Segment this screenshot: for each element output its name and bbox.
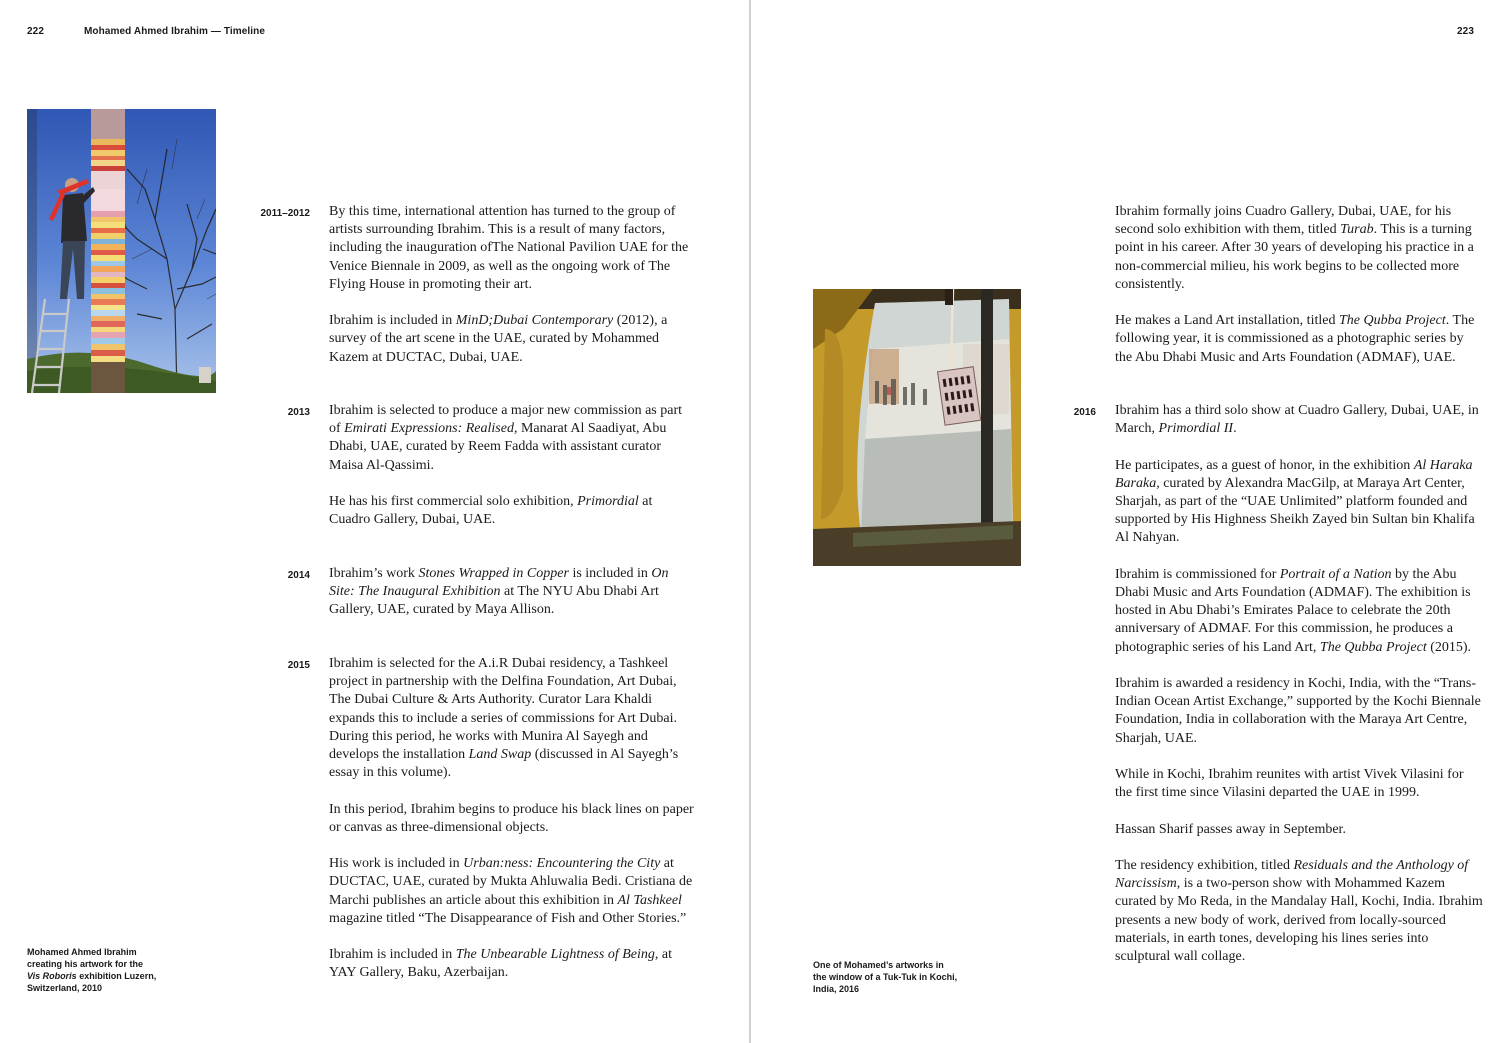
text-run: Ibrahim’s work bbox=[329, 566, 419, 581]
text-run: Ibrahim is awarded a residency in Kochi, India, with the “Trans-Indian Ocean Artist Exchange,” supported by the Kochi Biennale Foundation, India in collaboration with the Maraya Art Centre, Sharjah, UAE. bbox=[1115, 676, 1481, 746]
text-run: He has his first commercial solo exhibition, bbox=[329, 494, 578, 509]
work-title: Residuals and the Anthology of Narcissism bbox=[1115, 857, 1469, 892]
text-run: (discussed in Al Sayegh’s essay in this volume). bbox=[329, 747, 679, 781]
tuk-tuk-window-photo bbox=[813, 289, 1021, 566]
caption-line: creating his artwork for the bbox=[27, 959, 144, 969]
entry-paragraph bbox=[329, 402, 697, 475]
caption-line: the window of a Tuk-Tuk in Kochi, bbox=[813, 972, 958, 982]
entry-paragraph bbox=[1115, 457, 1483, 548]
entry-paragraph bbox=[329, 946, 697, 982]
timeline-entry bbox=[329, 655, 697, 1001]
timeline-entry bbox=[1115, 203, 1483, 385]
entry-paragraph bbox=[329, 855, 697, 928]
text-run: , curated by Alexandra MacGilp, at Maraya Art Center, Sharjah, as part of the “UAE Unlimited” platform founded and supported by His Highness Sheikh Zayed bin Sultan bin Khalifa Al Nahyan. bbox=[1115, 475, 1475, 546]
caption-line: Switzerland, 2010 bbox=[27, 983, 103, 993]
text-run: By this time, international attention has turned to the group of artists surrounding Ibrahim. This is a result of many factors, including the inauguration ofThe National Pavilion UAE for the Venice Biennale in 2009, as well as the ongoing work of The Flying House in promoting their art. bbox=[329, 204, 689, 292]
entry-paragraph bbox=[1115, 566, 1483, 657]
entry-paragraph bbox=[1115, 203, 1483, 294]
year-label: 2015 bbox=[287, 660, 310, 671]
text-run: , is a two-person show with Mohammed Kazem curated by Mo Reda, in the Mandalay Hall, Kochi, India. Ibrahim presents a new body of work, derived from locally-sourced materials, in earth tones, developing his lines series into sculptural wall collage. bbox=[1115, 876, 1483, 964]
page-number-right: 223 bbox=[1457, 26, 1474, 37]
caption-line-rest: exhibition Luzern, bbox=[76, 971, 157, 981]
text-run: (2012), a survey of the art scene in the UAE, curated by Mohammed Kazem at DUCTAC, Dubai, UAE. bbox=[329, 313, 668, 365]
text-run: Ibrahim is selected to produce a major new commission as part of bbox=[329, 403, 683, 437]
text-run: In this period, Ibrahim begins to produce his black lines on paper or canvas as three-dimensional objects. bbox=[329, 801, 694, 835]
text-run: magazine titled “The Disappearance of Fish and Other Stories.” bbox=[329, 910, 687, 926]
year-label: 2013 bbox=[287, 407, 310, 418]
entry-paragraph bbox=[329, 801, 697, 837]
work-title: Primordial II bbox=[1158, 421, 1234, 437]
timeline-entry bbox=[329, 565, 697, 638]
tree-wrapping-photo bbox=[27, 109, 216, 393]
work-title: Turab bbox=[1340, 222, 1374, 238]
entry-paragraph bbox=[1115, 857, 1483, 966]
entry-paragraph bbox=[1115, 821, 1483, 839]
text-run: at The NYU Abu Dhabi Art Gallery, UAE, curated by Maya Allison. bbox=[329, 584, 659, 618]
text-run: (2015). bbox=[1426, 639, 1472, 655]
text-run: He participates, as a guest of honor, in the exhibition bbox=[1115, 457, 1414, 473]
caption-line bbox=[27, 970, 187, 982]
right-page bbox=[751, 0, 1500, 1043]
work-title: Emirati Expressions: Realised bbox=[344, 421, 514, 437]
text-run: Ibrahim formally joins Cuadro Gallery, Dubai, UAE, for his second solo exhibition with them, titled bbox=[1115, 204, 1452, 238]
work-title: The Qubba Project bbox=[1338, 313, 1446, 329]
text-run: . This is a turning point in his career. After 30 years of developing his practice in a non-commercial milieu, his work begins to be collected more consistently. bbox=[1115, 222, 1474, 292]
text-run: , at YAY Gallery, Baku, Azerbaijan. bbox=[329, 947, 672, 981]
work-title: On Site: The Inaugural Exhibition bbox=[329, 566, 669, 600]
text-run: Ibrahim is selected for the A.i.R Dubai residency, a Tashkeel project in partnership with the Delfina Foundation, Art Dubai, The Dubai Culture & Arts Authority. Curator Lara Khaldi expands this to include a series of commissions for Art Dubai. During this period, he works with Munira Al Sayegh and develops the installation bbox=[329, 656, 677, 763]
entry-paragraph bbox=[1115, 766, 1483, 802]
timeline-entry bbox=[329, 402, 697, 548]
caption-line: One of Mohamed’s artworks in bbox=[813, 960, 944, 970]
entry-paragraph bbox=[329, 655, 697, 782]
text-run: He makes a Land Art installation, titled bbox=[1115, 313, 1339, 329]
year-label: 2016 bbox=[1073, 407, 1096, 418]
entry-paragraph bbox=[329, 312, 697, 367]
entry-paragraph bbox=[1115, 675, 1483, 748]
text-run: Ibrahim is included in bbox=[329, 313, 456, 329]
work-title: Urban:ness: Encountering the City bbox=[463, 856, 661, 872]
text-run: . bbox=[1233, 421, 1237, 437]
text-run: . The following year, it is commissioned as a photographic series by the Abu Dhabi Music and Arts Foundation (ADMAF), UAE. bbox=[1115, 313, 1475, 365]
text-run: , Manarat Al Saadiyat, Abu Dhabi, UAE, curated by Reem Fadda with assistant curator Maisa Al-Qassimi. bbox=[329, 421, 667, 473]
text-run: The residency exhibition, titled bbox=[1115, 857, 1294, 873]
entry-paragraph bbox=[329, 565, 697, 620]
entry-paragraph bbox=[329, 203, 697, 294]
text-run: at DUCTAC, UAE, curated by Mukta Ahluwalia Bedi. Cristiana de Marchi publishes an article about this exhibition in bbox=[329, 856, 693, 908]
text-run: by the Abu Dhabi Music and Arts Foundation (ADMAF). The exhibition is hosted in Abu Dhabi’s Emirates Palace to celebrate the 20th anniversary of ADMAF. For this commission, he produces a photographic series of his Land Art, bbox=[1115, 566, 1471, 655]
entry-paragraph bbox=[1115, 402, 1483, 438]
left-page bbox=[0, 0, 749, 1043]
caption-line: Mohamed Ahmed Ibrahim bbox=[27, 947, 137, 957]
work-title: Primordial bbox=[577, 494, 639, 509]
page-number-left: 222 bbox=[27, 26, 44, 37]
work-title: Portrait of a Nation bbox=[1279, 566, 1392, 582]
work-title: The Qubba Project bbox=[1319, 639, 1427, 655]
running-title: Mohamed Ahmed Ibrahim — Timeline bbox=[84, 26, 266, 37]
work-title: Al Haraka Baraka bbox=[1115, 457, 1473, 491]
work-title: Land Swap bbox=[468, 747, 532, 763]
caption-line: India, 2016 bbox=[813, 984, 860, 994]
entry-paragraph bbox=[1115, 312, 1483, 367]
text-run: is included in bbox=[568, 566, 652, 581]
caption-exhibition-title: Vis Roboris bbox=[27, 971, 77, 981]
text-run: Hassan Sharif passes away in September. bbox=[1115, 821, 1346, 837]
photo-caption-left bbox=[27, 946, 187, 994]
work-title: MinD;Dubai Contemporary bbox=[455, 313, 614, 329]
work-title: Al Tashkeel bbox=[617, 892, 682, 908]
text-run: While in Kochi, Ibrahim reunites with artist Vivek Vilasini for the first time since Vilasini departed the UAE in 1999. bbox=[1115, 767, 1464, 801]
year-label: 2014 bbox=[287, 570, 310, 581]
photo-caption-right bbox=[813, 959, 983, 995]
text-run: Ibrahim is commissioned for bbox=[1115, 566, 1280, 582]
text-run: at Cuadro Gallery, Dubai, UAE. bbox=[329, 494, 653, 528]
timeline-entry bbox=[329, 203, 697, 385]
text-run: Ibrahim is included in bbox=[329, 947, 456, 963]
work-title: Stones Wrapped in Copper bbox=[418, 566, 569, 581]
year-label: 2011–2012 bbox=[260, 208, 310, 219]
text-run: His work is included in bbox=[329, 856, 464, 872]
work-title: The Unbearable Lightness of Being bbox=[455, 947, 655, 963]
entry-paragraph bbox=[329, 493, 697, 529]
timeline-entry bbox=[1115, 402, 1483, 984]
text-run: Ibrahim has a third solo show at Cuadro Gallery, Dubai, UAE, in March, bbox=[1115, 403, 1479, 437]
